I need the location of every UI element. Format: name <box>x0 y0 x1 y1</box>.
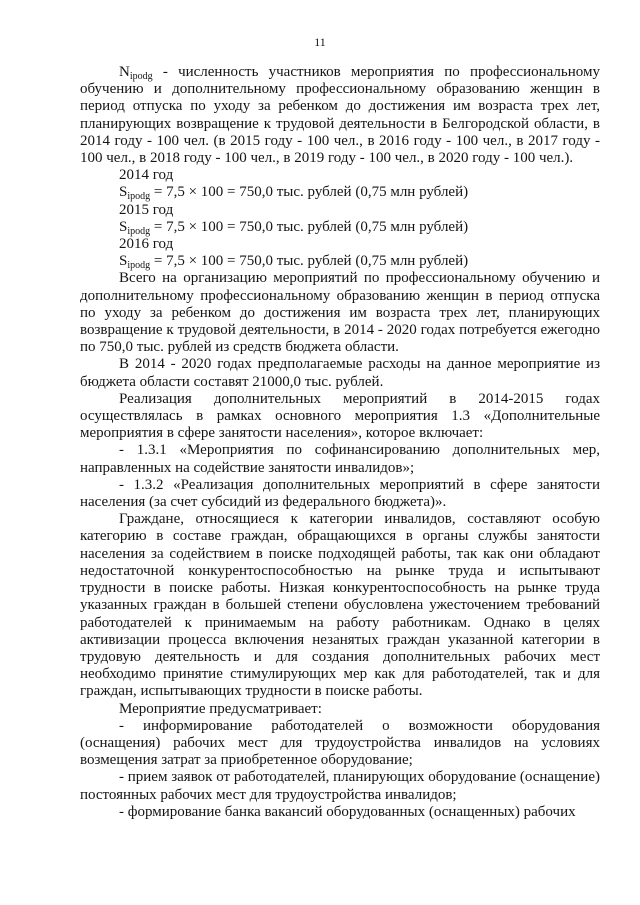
formula-text: = 7,5 × 100 = 750,0 тыс. рублей (0,75 млн рублей) <box>150 253 469 270</box>
total-cost-paragraph: Всего на организацию мероприятий по профессиональному обучению и дополнительному профессиональному образованию женщин в период отпуска по уходу за ребенком до достижения им возраста трех лет, планирующих возвращение к трудовой деятельности, в 2014 - 2020 годах потребуется ежегодно по 750,0 тыс. рублей из средств бюджета области. <box>80 270 600 356</box>
n-definition-paragraph <box>80 64 600 167</box>
informing-employers-item: - информирование работодателей о возможности оборудования (оснащения) рабочих мест для трудоустройства инвалидов на условиях возмещения затрат за приобретенное оборудование; <box>80 717 600 769</box>
formula-2016 <box>80 253 600 270</box>
page-number: 11 <box>314 35 326 49</box>
vacancy-bank-item: - формирование банка вакансий оборудованных (оснащенных) рабочих <box>119 803 576 820</box>
n-symbol: N <box>119 64 130 80</box>
n-subscript: ipodg <box>129 71 153 82</box>
budget-total-paragraph: В 2014 - 2020 годах предполагаемые расходы на данное мероприятие из бюджета области составят 21000,0 тыс. рублей. <box>80 356 600 390</box>
formula-2015 <box>80 219 600 236</box>
s-symbol: S <box>119 253 128 270</box>
s-subscript: ipodg <box>127 225 151 237</box>
year-label-2016: 2016 год <box>119 236 174 253</box>
disabled-citizens-paragraph: Граждане, относящиеся к категории инвалидов, составляют особую категорию в составе граждан, обращающихся в органы службы занятости населения за содействием в поиске подходящей работы, так как они обладают недостаточной конкурентоспособностью на рынке труда и испытывают трудности в поиске работы. Низкая конкурентоспособность на рынке труда указанных граждан в большей степени обусловлена ужесточением требований работодателей к принимаемым на работу работникам. Однако в целях активизации процесса включения незанятых граждан указанной категории в трудовую деятельность и для создания дополнительных рабочих мест необходимо принятие стимулирующих мер как для работодателей, так и для граждан, испытывающих трудности в поиске работы. <box>80 511 600 700</box>
s-subscript: ipodg <box>127 191 151 203</box>
accepting-applications-item: - прием заявок от работодателей, планирующих оборудование (оснащение) постоянных рабочих мест для трудоустройства инвалидов; <box>80 769 600 803</box>
measure-provides-heading: Мероприятие предусматривает: <box>119 700 322 717</box>
document-body <box>80 64 600 821</box>
measure-1-3-2-item: - 1.3.2 «Реализация дополнительных мероприятий в сфере занятости населения (за счет субсидий из федерального бюджета)». <box>80 476 600 511</box>
measure-1-3-1-item: - 1.3.1 «Мероприятия по софинансированию дополнительных мер, направленных на содействие занятости инвалидов»; <box>80 442 600 476</box>
year-label-2014: 2014 год <box>119 167 174 184</box>
formula-text: = 7,5 × 100 = 750,0 тыс. рублей (0,75 млн рублей) <box>150 184 469 201</box>
formula-text: = 7,5 × 100 = 750,0 тыс. рублей (0,75 млн рублей) <box>150 218 469 235</box>
s-symbol: S <box>119 184 128 201</box>
s-subscript: ipodg <box>127 260 151 272</box>
implementation-paragraph: Реализация дополнительных мероприятий в 2014-2015 годах осуществлялась в рамках основного мероприятия 1.3 «Дополнительные мероприятия в сфере занятости населения», которое включает: <box>80 390 600 442</box>
formula-2014 <box>80 184 600 201</box>
n-definition-text: - численность участников мероприятия по профессиональному обучению и дополнительному профессиональному образованию женщин в период отпуска по уходу за ребенком до достижения им возраста трех лет, планирующих возвращение к трудовой деятельности в Белгородской области, в 2014 году - 100 чел. (в 2015 году - 100 чел., в 2016 году - 100 чел., в 2017 году - 100 чел., в 2018 году - 100 чел., в 2019 году - 100 чел., в 2020 году - 100 чел.). <box>80 64 600 167</box>
s-symbol: S <box>119 218 128 235</box>
year-label-2015: 2015 год <box>119 201 174 218</box>
